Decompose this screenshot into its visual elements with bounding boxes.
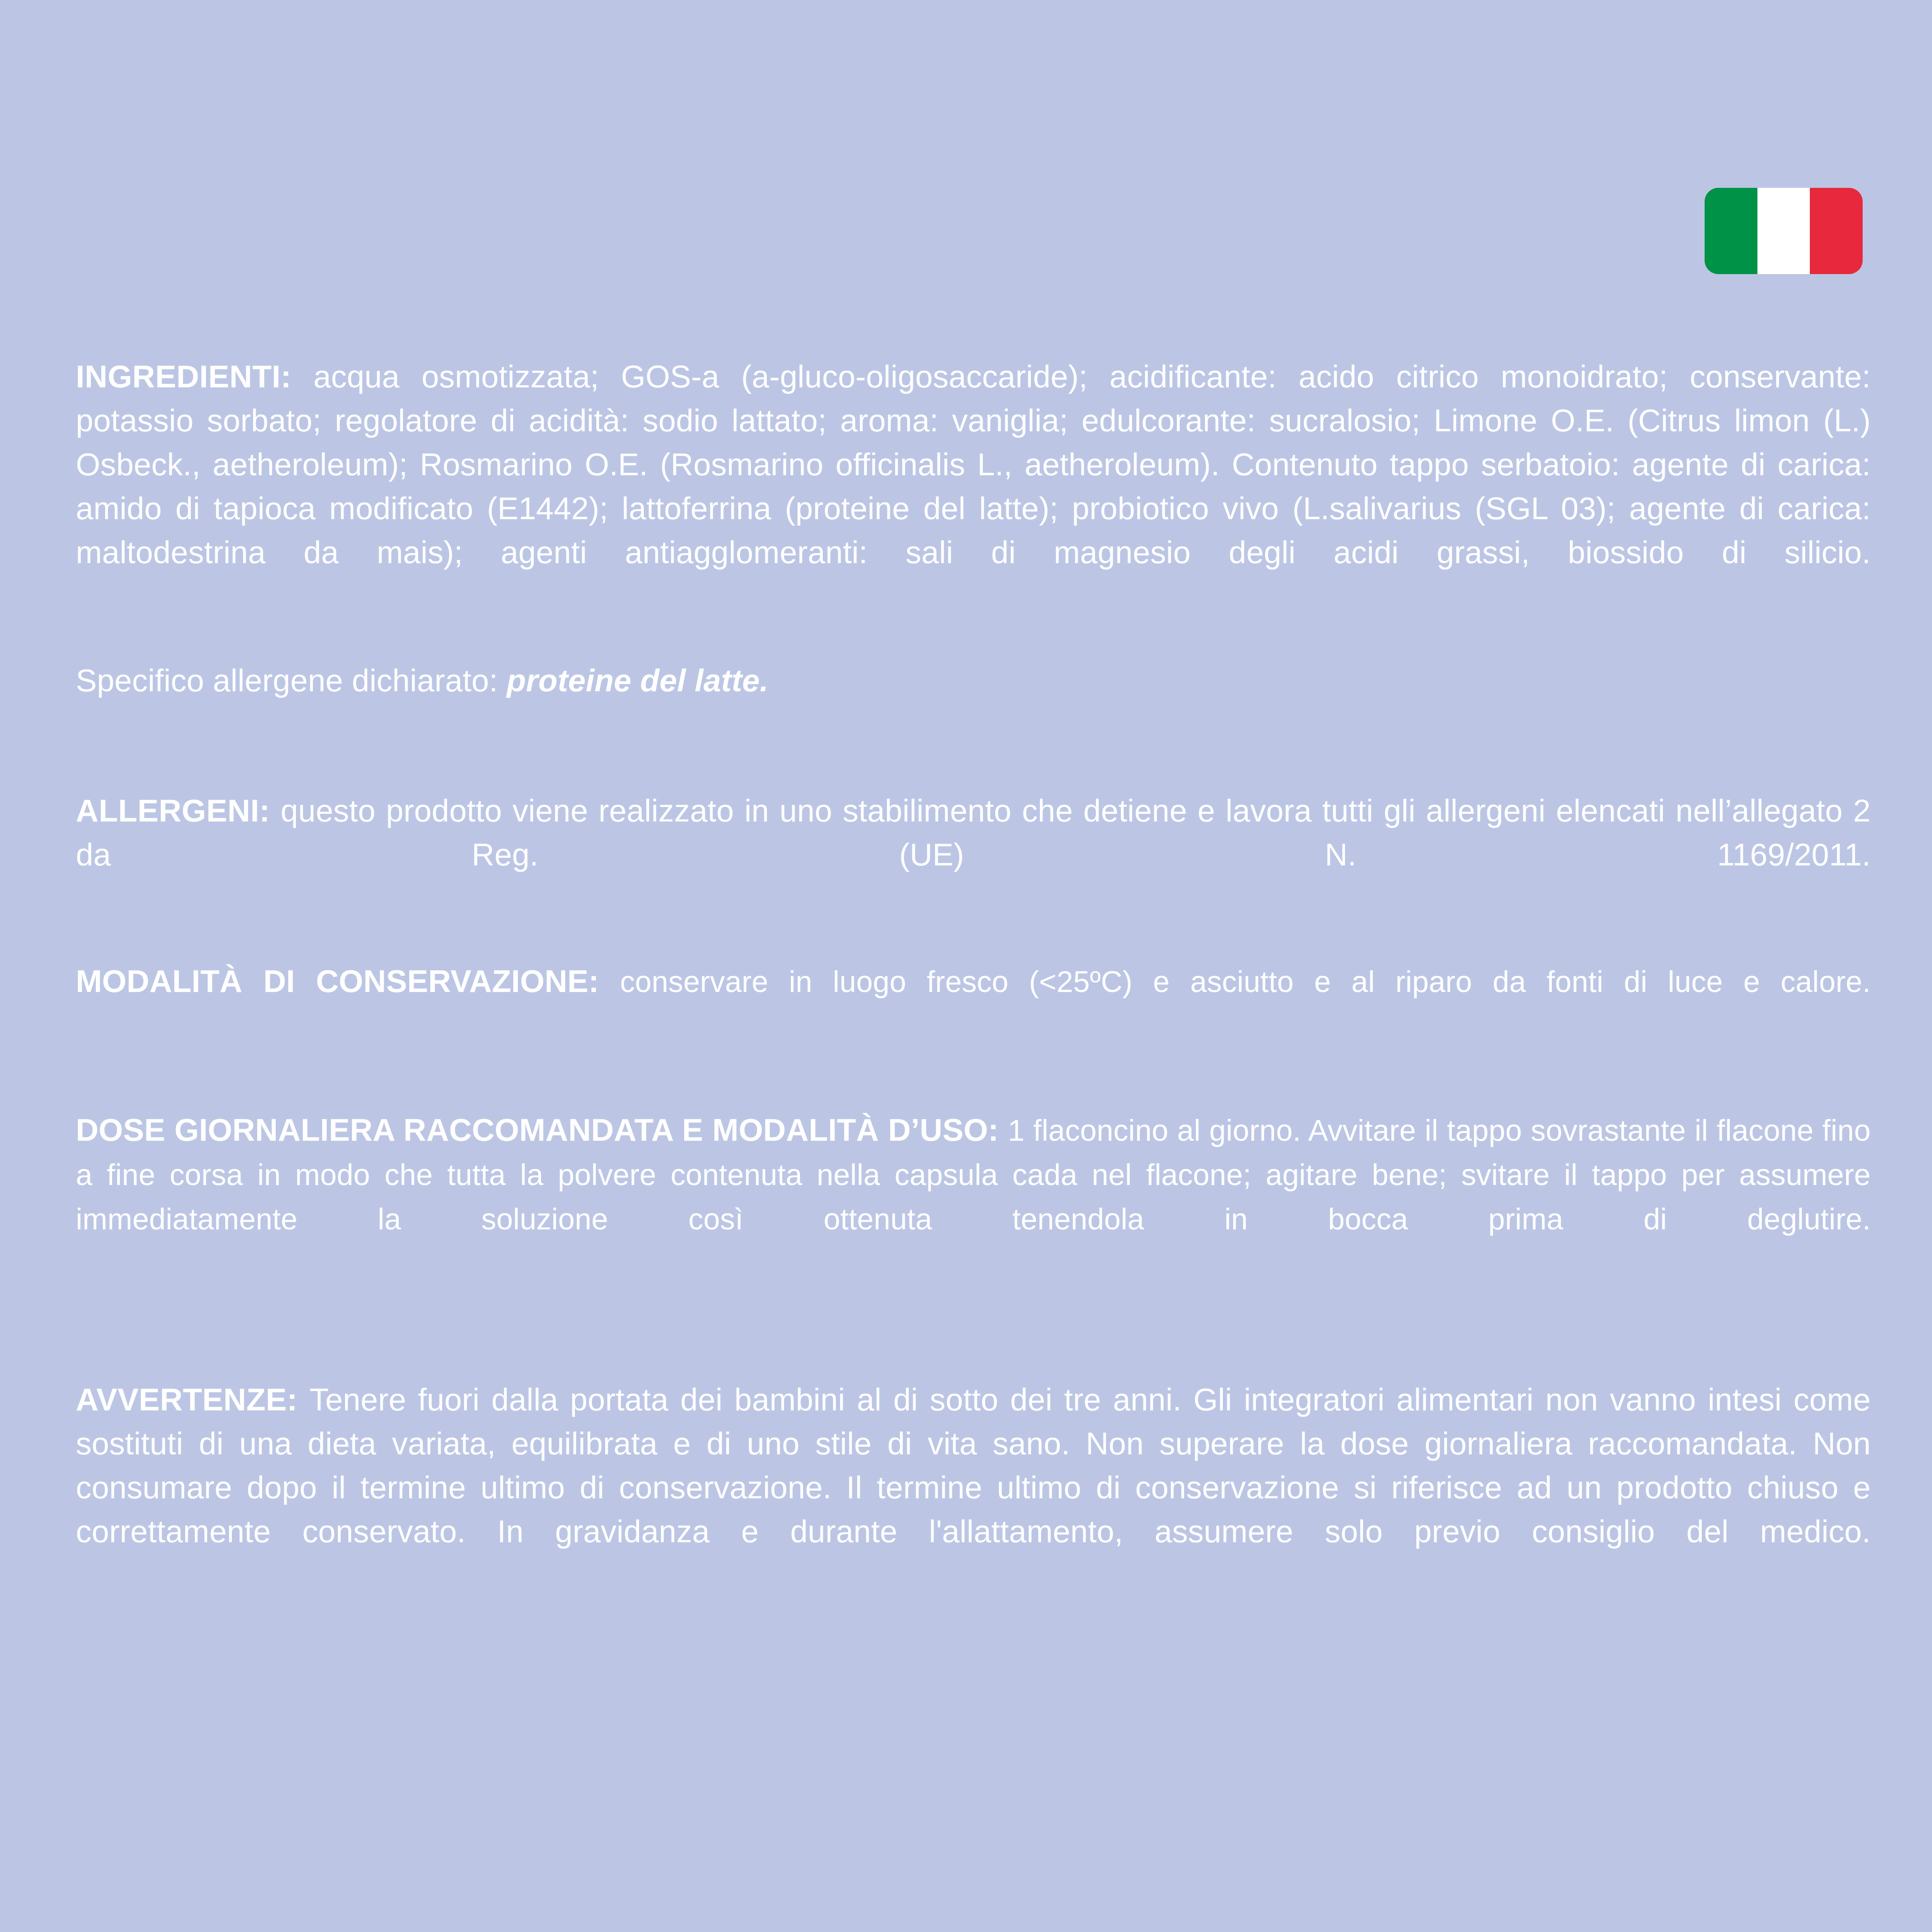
storage-section	[76, 959, 1871, 1048]
allergens-section	[76, 789, 1871, 921]
storage-body: conservare in luogo fresco (<25ºC) e asciutto e al riparo da fonti di luce e calore.	[620, 965, 1871, 998]
italy-flag-icon	[1705, 188, 1863, 274]
declared-allergen-label: Specifico allergene dichiarato:	[76, 663, 507, 698]
flag-red-stripe	[1810, 188, 1863, 274]
allergens-body: questo prodotto viene realizzato in uno stabilimento che detiene e lavora tutti gli allergeni elencati nell’allegato 2 da Reg. (UE) N. 1169/2011.	[76, 793, 1871, 872]
allergens-heading: ALLERGENI:	[76, 793, 281, 828]
declared-allergen-value: proteine del latte.	[506, 663, 769, 698]
ingredients-heading: INGREDIENTI:	[76, 359, 314, 394]
dosage-body: 1 flaconcino al giorno. Avvitare il tappo sovrastante il flacone fino a fine corsa in modo che tutta la polvere contenuta nella capsula cada nel flacone; agitare bene; svitare il tappo per assumere immediatamente la soluzione così ottenuta tenendola in bocca prima di deglutire.	[76, 1114, 1871, 1236]
dosage-section	[76, 1108, 1871, 1285]
storage-heading: MODALITÀ DI CONSERVAZIONE:	[76, 963, 620, 999]
flag-white-stripe	[1757, 188, 1810, 274]
ingredients-section	[76, 355, 1871, 618]
warnings-heading: AVVERTENZE:	[76, 1382, 310, 1417]
declared-allergen-section	[76, 659, 1871, 747]
warnings-body: Tenere fuori dalla portata dei bambini al di sotto dei tre anni. Gli integratori alimentari non vanno intesi come sostituti di una dieta variata, equilibrata e di uno stile di vita sano. Non superare la dose giornaliera raccomandata. Non consumare dopo il termine ultimo di conservazione. Il termine ultimo di conservazione si riferisce ad un prodotto chiuso e correttamente conservato. In gravidanza e durante l'allattamento, assumere solo previo consiglio del medico.	[76, 1382, 1871, 1549]
warnings-section	[76, 1378, 1871, 1597]
language-flag-badge	[1705, 188, 1863, 274]
product-label-text	[76, 355, 1871, 1597]
ingredients-body: acqua osmotizzata; GOS-a (a-gluco-oligosaccaride); acidificante: acido citrico monoidrato; conservante: potassio sorbato; regolatore di acidità: sodio lattato; aroma: vaniglia; edulcorante: sucralosio; Limone O.E. (Citrus limon (L.) Osbeck., aetheroleum); Rosmarino O.E. (Rosmarino officinalis L., aetheroleum). Contenuto tappo serbatoio: agente di carica: amido di tapioca modificato (E1442); lattoferrina (proteine del latte); probiotico vivo (L.salivarius (SGL 03); agente di carica: maltodestrina da mais); agenti antiagglomeranti: sali di magnesio degli acidi grassi, biossido di silicio.	[76, 359, 1871, 570]
dosage-heading: DOSE GIORNALIERA RACCOMANDATA E MODALITÀ D’USO:	[76, 1112, 1008, 1148]
flag-green-stripe	[1705, 188, 1757, 274]
